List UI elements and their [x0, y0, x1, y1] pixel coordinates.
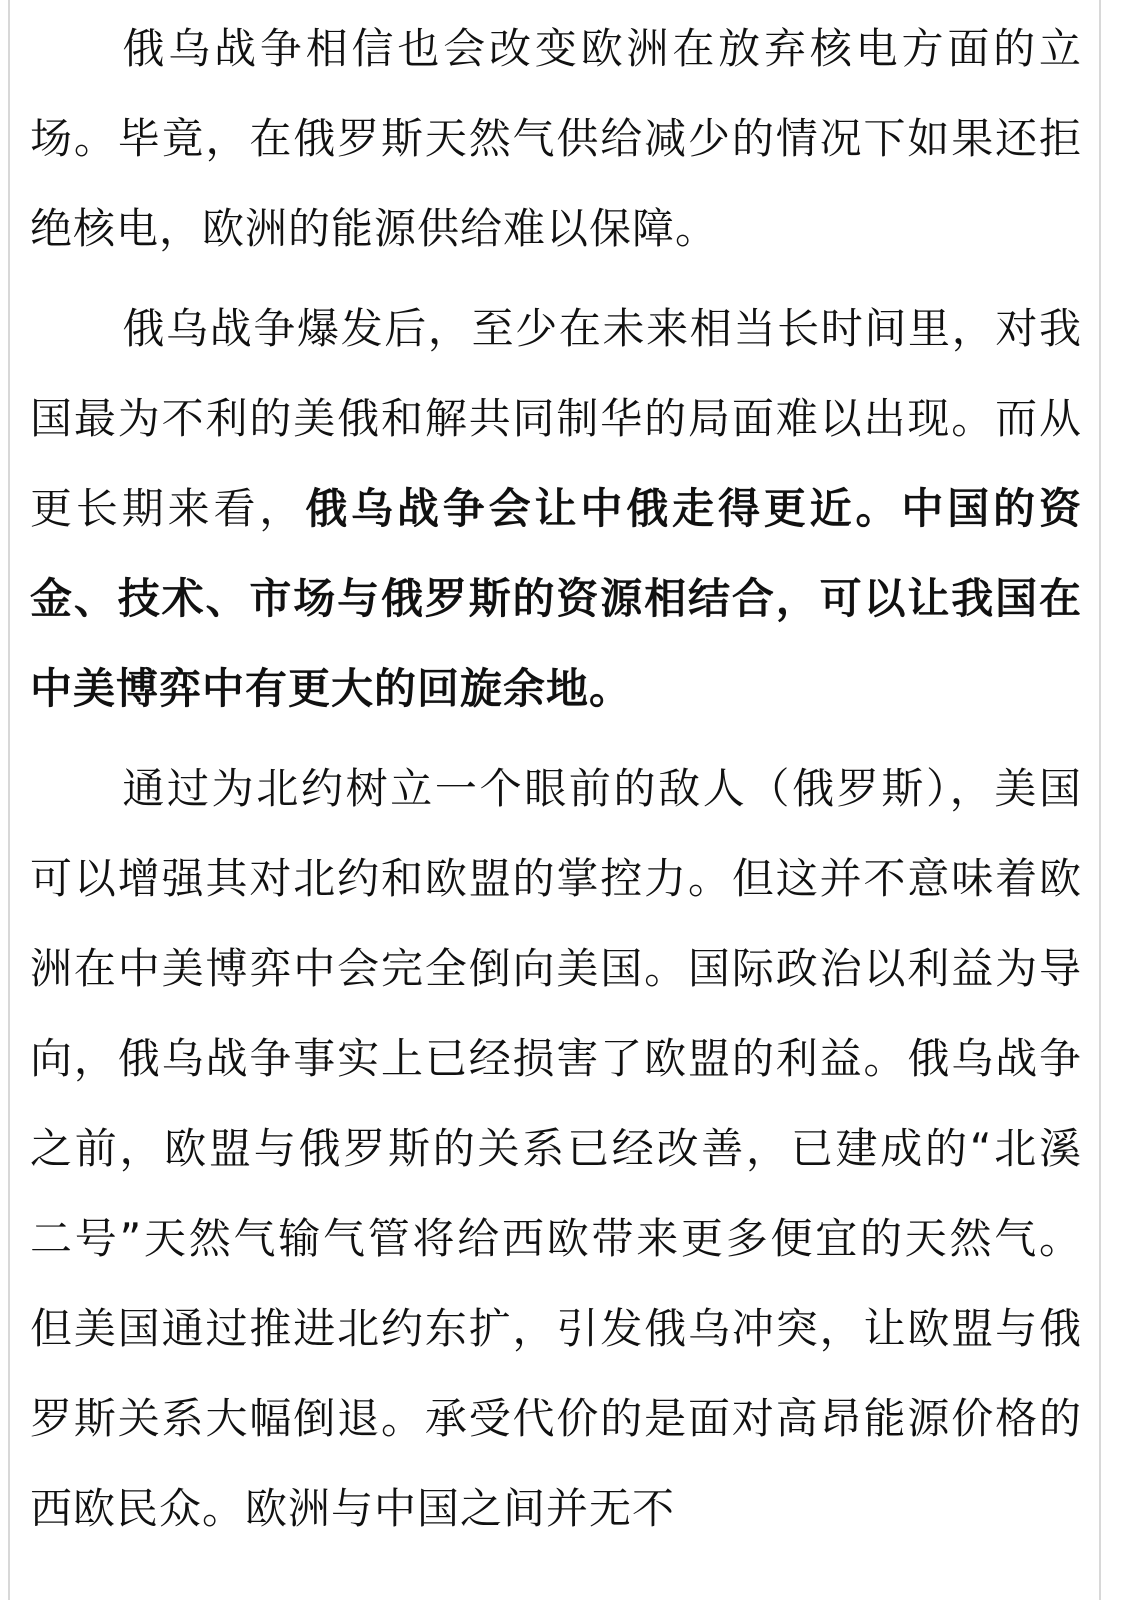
paragraph-china-russia — [30, 284, 1082, 734]
page-edge-right — [1099, 0, 1101, 1600]
paragraph-text: 俄乌战争爆发后，至少在未来相当长时间里，对我国最为不利的美俄和解共同制华的局面难以出现。而从更长期来看， — [30, 304, 1082, 533]
paragraph-bold-text: 俄乌战争会让中俄走得更近。中国的资金、技术、市场与俄罗斯的资源相结合，可以让我国在中美博弈中有更大的回旋余地。 — [30, 484, 1082, 713]
paragraph-nato-europe — [30, 744, 1082, 1554]
paragraph-text: 俄乌战争相信也会改变欧洲在放弃核电方面的立场。毕竟，在俄罗斯天然气供给减少的情况下如果还拒绝核电，欧洲的能源供给难以保障。 — [30, 24, 1082, 253]
paragraph-text: 通过为北约树立一个眼前的敌人（俄罗斯），美国可以增强其对北约和欧盟的掌控力。但这并不意味着欧洲在中美博弈中会完全倒向美国。国际政治以利益为导向，俄乌战争事实上已经损害了欧盟的利益。俄乌战争之前，欧盟与俄罗斯的关系已经改善，已建成的“北溪二号”天然气输气管将给西欧带来更多便宜的天然气。但美国通过推进北约东扩，引发俄乌冲突，让欧盟与俄罗斯关系大幅倒退。承受代价的是面对高昂能源价格的西欧民众。欧洲与中国之间并无不 — [30, 764, 1082, 1533]
page-edge-left — [8, 0, 10, 1600]
article-body — [30, 4, 1082, 1564]
paragraph-nuclear-energy — [30, 4, 1082, 274]
